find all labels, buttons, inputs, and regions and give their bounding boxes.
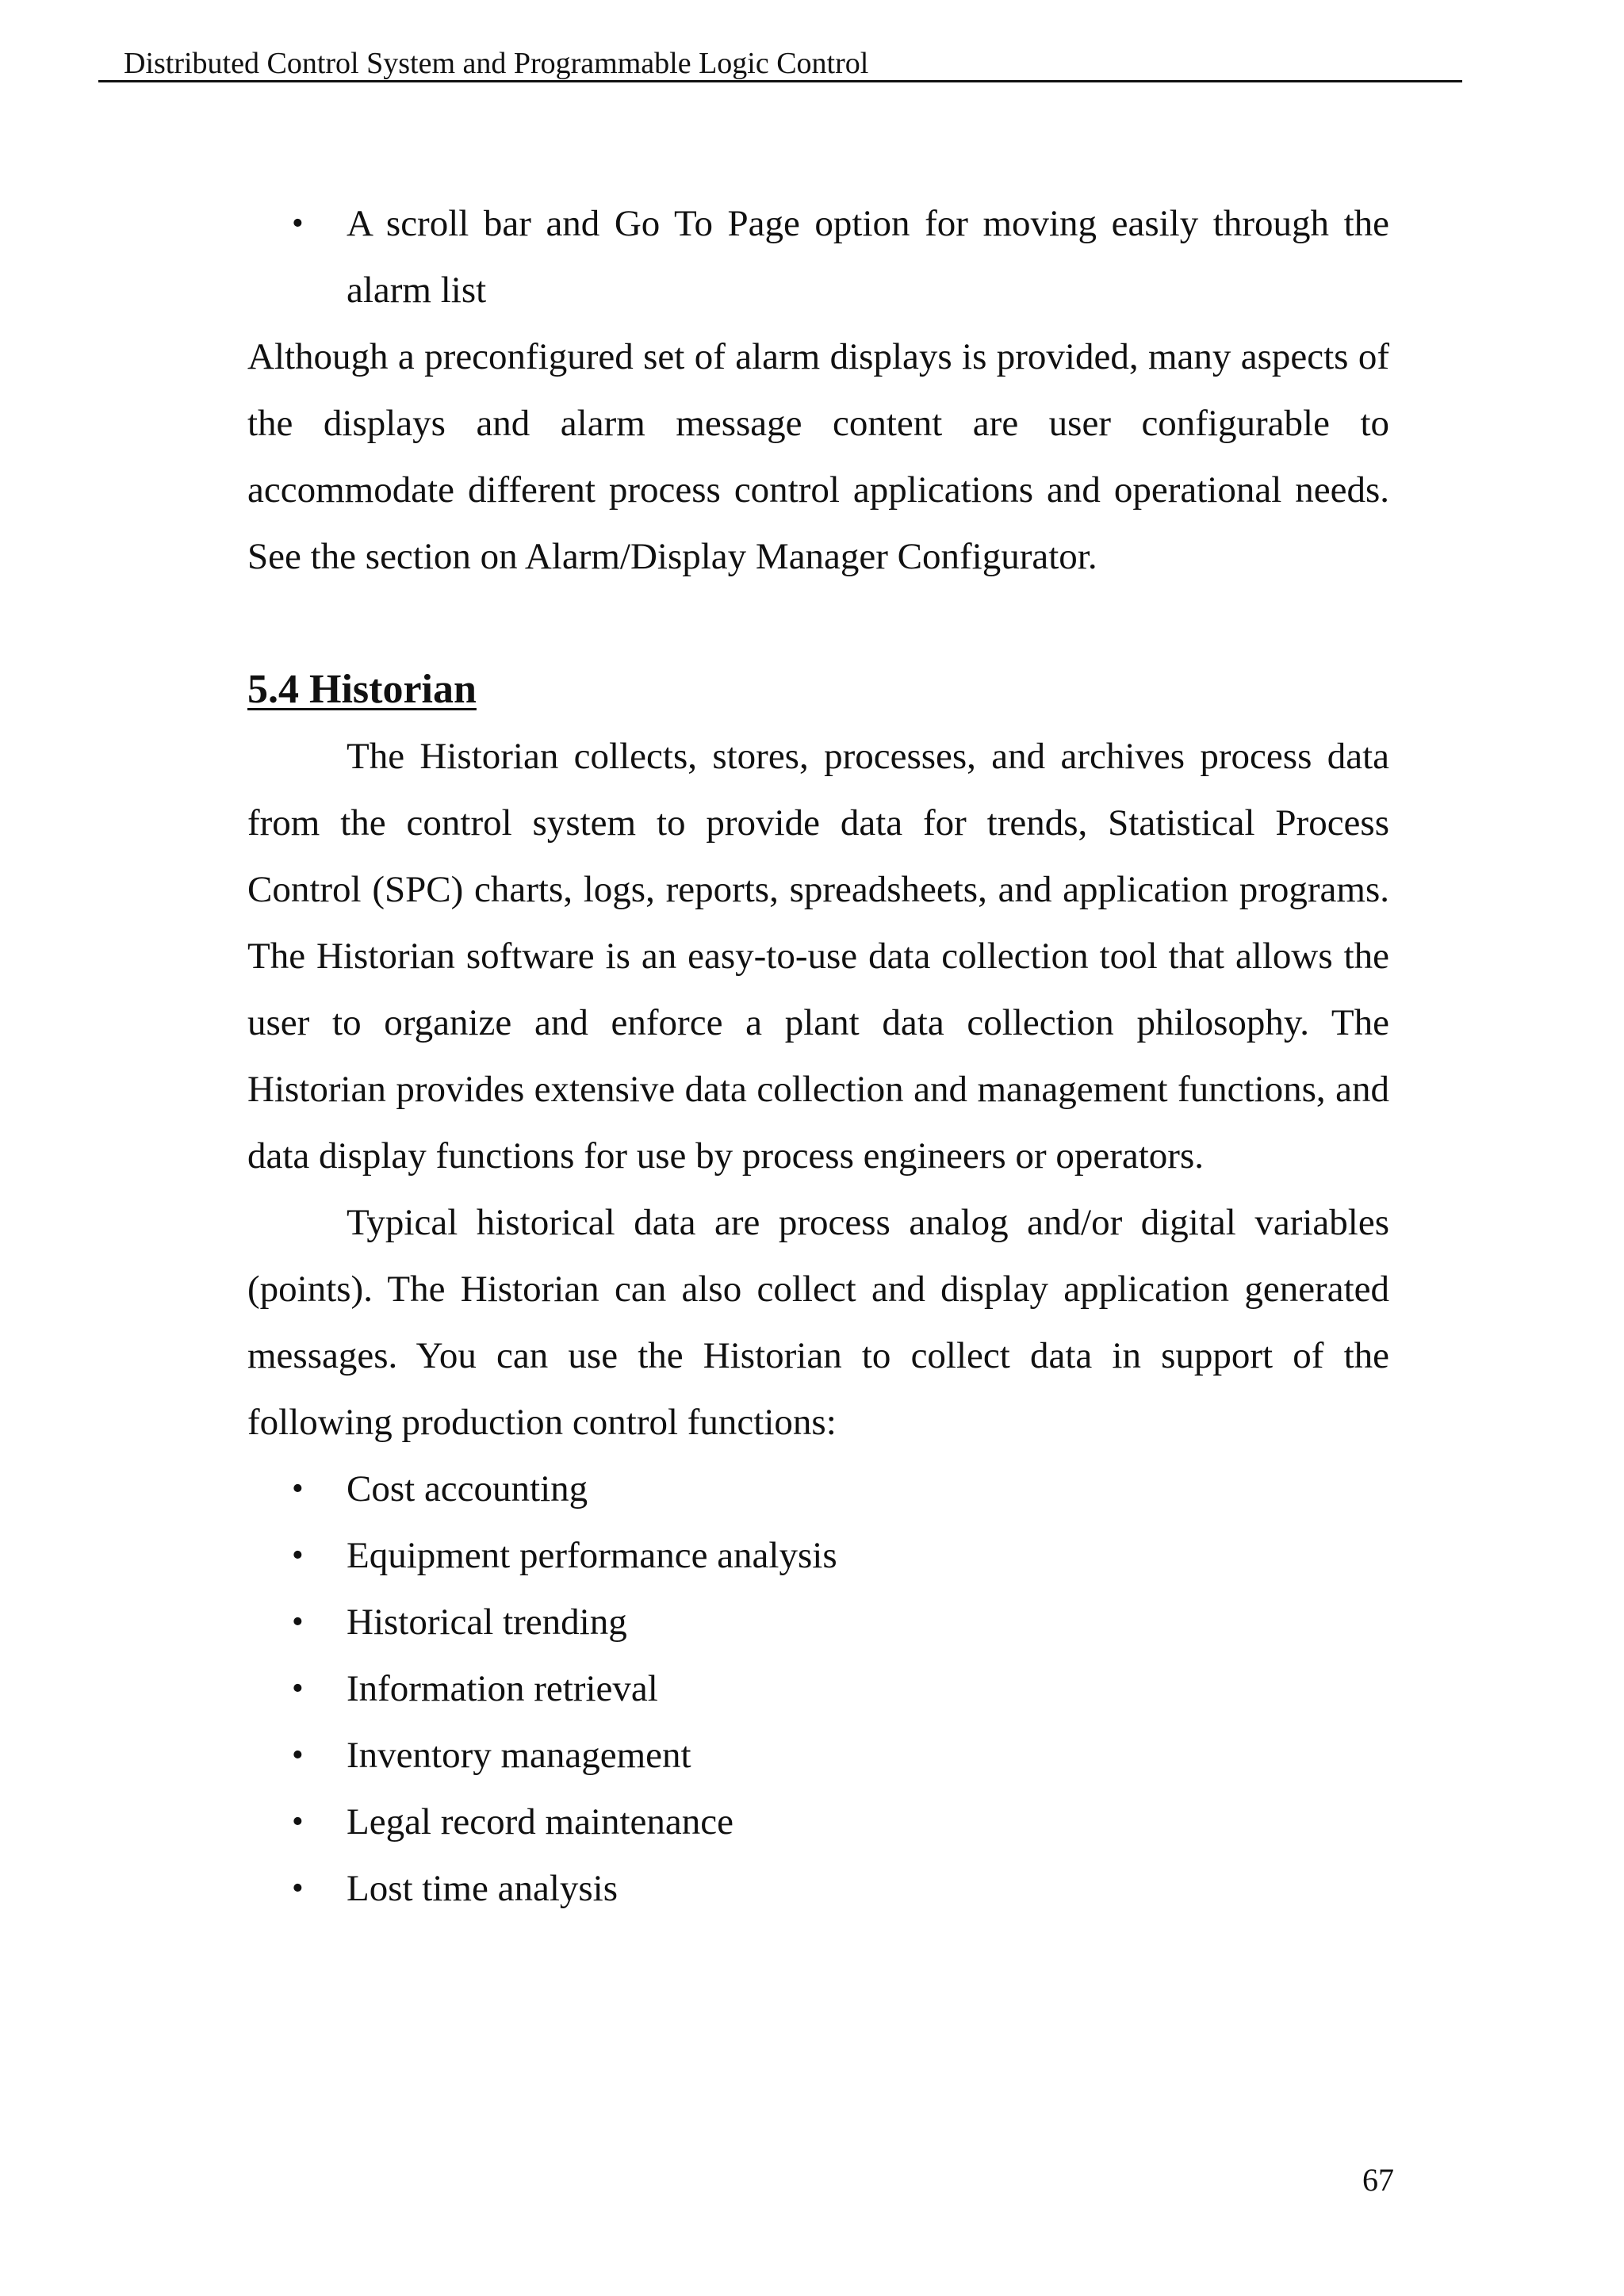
historian-intro-paragraph: The Historian collects, stores, processes, and archives process data from the control system to provide data for trends, Statistical Process Control (SPC) charts, logs, reports, spreadsheets, and application programs. The Historian software is an easy-to-use data collection tool that allows the user to organize and enforce a plant data collection philosophy. The Historian provides extensive data collection and management functions, and data display functions for use by process engineers or operators. bbox=[247, 736, 1389, 1177]
list-item bbox=[247, 1456, 1389, 1522]
section-heading bbox=[247, 590, 1389, 723]
bullet-icon: • bbox=[292, 205, 304, 242]
bullet-icon: • bbox=[292, 1737, 304, 1774]
running-header-title: Distributed Control System and Programmable Logic Control bbox=[124, 47, 869, 80]
list-item-text: Lost time analysis bbox=[347, 1868, 619, 1909]
page-body bbox=[247, 190, 1389, 1922]
list-item bbox=[247, 1855, 1389, 1922]
list-item-text: Historical trending bbox=[347, 1601, 627, 1643]
production-functions-list bbox=[247, 1456, 1389, 1922]
alarm-display-paragraph: Although a preconfigured set of alarm displays is provided, many aspects of the displays and alarm message content are user configurable to accommodate different process control applications and operational needs. See the section on Alarm/Display Manager Configurator. bbox=[247, 336, 1389, 577]
bullet-icon: • bbox=[292, 1670, 304, 1707]
list-item bbox=[247, 190, 1389, 323]
list-item-text: Legal record maintenance bbox=[347, 1801, 733, 1843]
list-item bbox=[247, 1522, 1389, 1589]
list-item-text: Information retrieval bbox=[347, 1668, 658, 1709]
bullet-icon: • bbox=[292, 1537, 304, 1574]
list-item-text: Cost accounting bbox=[347, 1468, 588, 1510]
list-item-text: Inventory management bbox=[347, 1735, 691, 1776]
list-item bbox=[247, 1589, 1389, 1655]
bullet-icon: • bbox=[292, 1870, 304, 1907]
section-heading-text: 5.4 Historian bbox=[247, 667, 477, 712]
list-item-text: Equipment performance analysis bbox=[347, 1535, 837, 1576]
list-item bbox=[247, 1655, 1389, 1722]
list-item bbox=[247, 1722, 1389, 1789]
bullet-icon: • bbox=[292, 1604, 304, 1640]
list-item bbox=[247, 1789, 1389, 1855]
list-item-text: A scroll bar and Go To Page option for moving easily through the alarm list bbox=[347, 203, 1389, 311]
page-number: 67 bbox=[1362, 2162, 1394, 2198]
alarm-features-list bbox=[247, 190, 1389, 323]
bullet-icon: • bbox=[292, 1804, 304, 1840]
historian-data-paragraph: Typical historical data are process analog and/or digital variables (points). The Historian can also collect and display application generated messages. You can use the Historian to collect data in support of the following production control functions: bbox=[247, 1202, 1389, 1443]
bullet-icon: • bbox=[292, 1471, 304, 1507]
running-header bbox=[98, 44, 1462, 82]
